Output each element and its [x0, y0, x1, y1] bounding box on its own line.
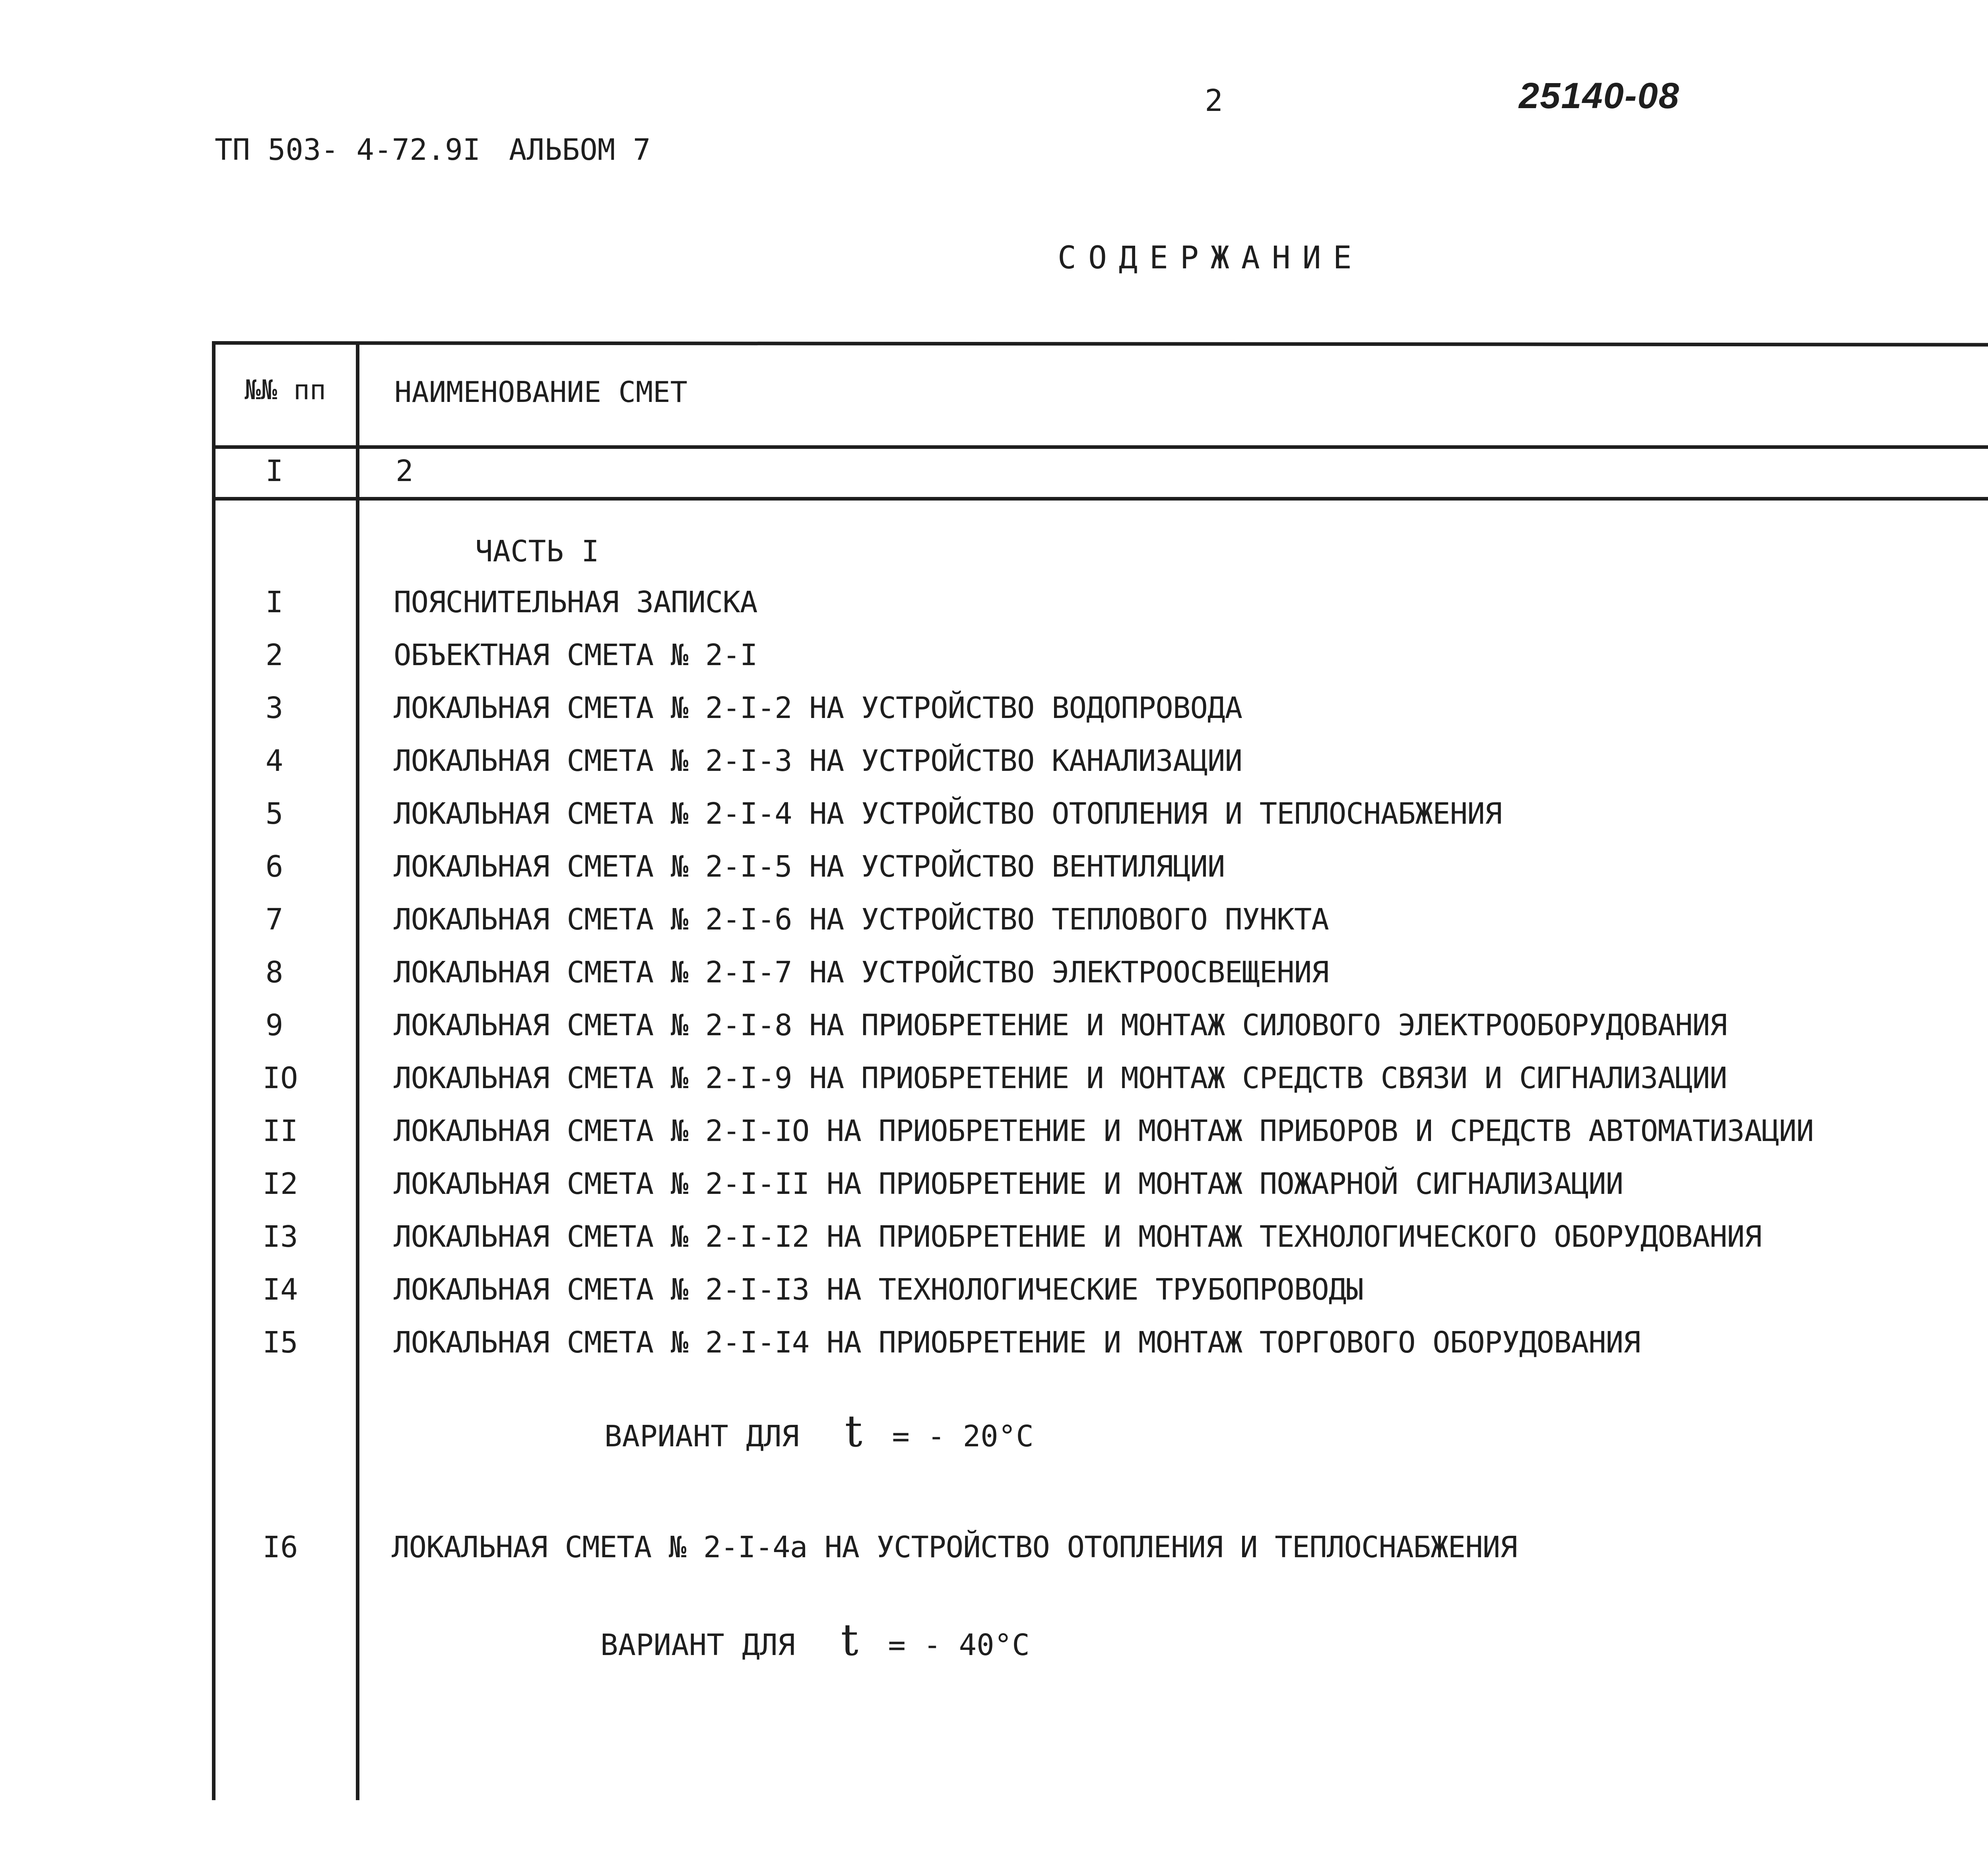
- column-number-2: 2: [396, 454, 414, 488]
- row-title: ЛОКАЛЬНАЯ СМЕТА № 2-I-4 НА УСТРОЙСТВО ОТОПЛЕНИЯ И ТЕПЛОСНАБЖЕНИЯ: [394, 797, 1502, 831]
- table-border-left: [212, 341, 215, 1800]
- temperature-symbol: t: [841, 1614, 858, 1665]
- row-title: ЛОКАЛЬНАЯ СМЕТА № 2-I-II НА ПРИОБРЕТЕНИЕ И МОНТАЖ ПОЖАРНОЙ СИГНАЛИЗАЦИИ: [394, 1167, 1623, 1201]
- variant-value: = - 20°С: [892, 1419, 1034, 1453]
- row-title: ЛОКАЛЬНАЯ СМЕТА № 2-I-I3 НА ТЕХНОЛОГИЧЕСКИЕ ТРУБОПРОВОДЫ: [394, 1273, 1363, 1307]
- row-number: 8: [265, 955, 283, 990]
- column-header-name: НАИМЕНОВАНИЕ СМЕТ: [394, 375, 687, 409]
- row-title: ЛОКАЛЬНАЯ СМЕТА № 2-I-IO НА ПРИОБРЕТЕНИЕ И МОНТАЖ ПРИБОРОВ И СРЕДСТВ АВТОМАТИЗАЦИИ: [394, 1114, 1814, 1148]
- variant-prefix: ВАРИАНТ ДЛЯ: [604, 1419, 800, 1453]
- page-number: 2: [1205, 83, 1223, 118]
- row-title: ПОЯСНИТЕЛЬНАЯ ЗАПИСКА: [394, 585, 757, 619]
- row-title: ЛОКАЛЬНАЯ СМЕТА № 2-I-8 НА ПРИОБРЕТЕНИЕ И МОНТАЖ СИЛОВОГО ЭЛЕКТРООБОРУДОВАНИЯ: [394, 1008, 1727, 1042]
- row-number: I: [265, 585, 283, 619]
- table-colnum-divider: [212, 497, 1988, 501]
- part-heading: ЧАСТЬ I: [475, 534, 599, 569]
- row-title: ЛОКАЛЬНАЯ СМЕТА № 2-I-6 НА УСТРОЙСТВО ТЕПЛОВОГО ПУНКТА: [394, 902, 1329, 937]
- row-title: ОБЪЕКТНАЯ СМЕТА № 2-I: [394, 638, 757, 672]
- handwritten-document-code: 25140-08: [1519, 76, 1680, 116]
- row-number: I3: [262, 1220, 298, 1254]
- page-title: СОДЕРЖАНИЕ: [1058, 240, 1364, 276]
- row-title: ЛОКАЛЬНАЯ СМЕТА № 2-I-4а НА УСТРОЙСТВО ОТОПЛЕНИЯ И ТЕПЛОСНАБЖЕНИЯ: [392, 1530, 1517, 1564]
- column-header-number-text: №№ пп: [245, 375, 326, 406]
- row-number: I4: [262, 1273, 298, 1307]
- row-number: 6: [265, 850, 283, 884]
- table-border-top: [212, 341, 1988, 347]
- variant-prefix: ВАРИАНТ ДЛЯ: [600, 1628, 796, 1662]
- row-number: I2: [262, 1167, 298, 1201]
- document-id: ТП 503- 4-72.9I: [215, 133, 481, 167]
- variant-caption-40: [600, 1614, 1030, 1665]
- variant-caption-20: [604, 1406, 1034, 1457]
- row-number: IO: [262, 1061, 298, 1095]
- row-number: II: [262, 1114, 298, 1148]
- table-header-divider: [212, 445, 1988, 449]
- column-header-number: [215, 376, 356, 406]
- row-number: 7: [265, 902, 283, 937]
- column-number-1: I: [265, 454, 283, 488]
- variant-value: = - 40°С: [888, 1628, 1030, 1662]
- row-title: ЛОКАЛЬНАЯ СМЕТА № 2-I-I2 НА ПРИОБРЕТЕНИЕ И МОНТАЖ ТЕХНОЛОГИЧЕСКОГО ОБОРУДОВАНИЯ: [394, 1220, 1762, 1254]
- row-number: 4: [265, 744, 283, 778]
- row-number: I6: [262, 1530, 298, 1564]
- row-number: 3: [265, 691, 283, 725]
- table-border-col1: [356, 343, 359, 1800]
- row-number: 5: [265, 797, 283, 831]
- row-title: ЛОКАЛЬНАЯ СМЕТА № 2-I-3 НА УСТРОЙСТВО КАНАЛИЗАЦИИ: [394, 744, 1242, 778]
- row-number: I5: [262, 1325, 298, 1360]
- row-title: ЛОКАЛЬНАЯ СМЕТА № 2-I-5 НА УСТРОЙСТВО ВЕНТИЛЯЦИИ: [394, 850, 1225, 884]
- row-title: ЛОКАЛЬНАЯ СМЕТА № 2-I-9 НА ПРИОБРЕТЕНИЕ И МОНТАЖ СРЕДСТВ СВЯЗИ И СИГНАЛИЗАЦИИ: [394, 1061, 1727, 1095]
- row-title: ЛОКАЛЬНАЯ СМЕТА № 2-I-I4 НА ПРИОБРЕТЕНИЕ И МОНТАЖ ТОРГОВОГО ОБОРУДОВАНИЯ: [394, 1325, 1640, 1360]
- temperature-symbol: t: [845, 1406, 862, 1457]
- row-number: 2: [265, 638, 283, 672]
- row-title: ЛОКАЛЬНАЯ СМЕТА № 2-I-2 НА УСТРОЙСТВО ВОДОПРОВОДА: [394, 691, 1242, 725]
- album-label: АЛЬБОМ 7: [509, 133, 651, 167]
- row-title: ЛОКАЛЬНАЯ СМЕТА № 2-I-7 НА УСТРОЙСТВО ЭЛЕКТРООСВЕЩЕНИЯ: [394, 955, 1329, 990]
- row-number: 9: [265, 1008, 283, 1042]
